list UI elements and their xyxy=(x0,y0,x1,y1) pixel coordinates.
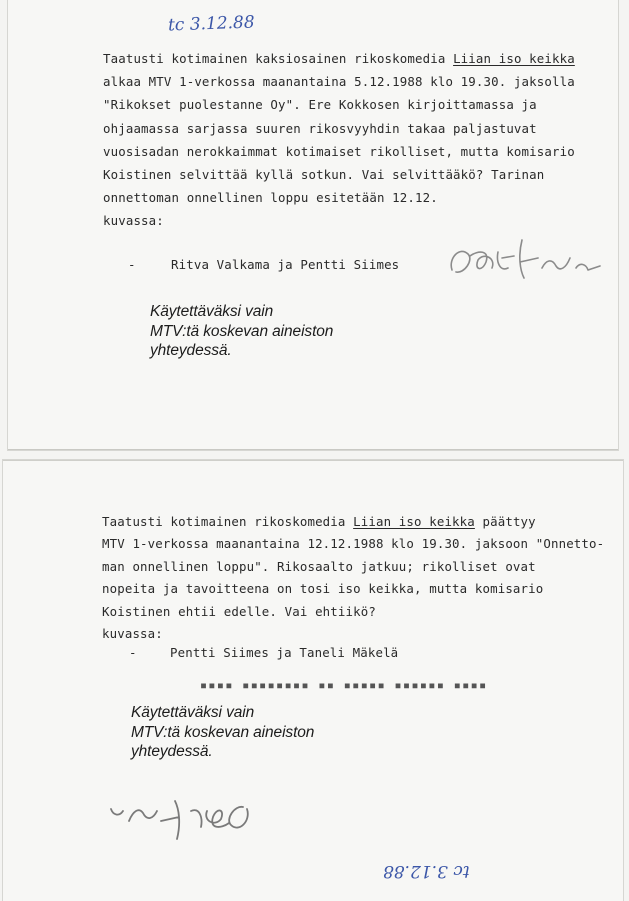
text-segment: Koistinen ehtii edelle. Vai ehtiikö? xyxy=(102,603,376,619)
text-segment: Taatusti kotimainen rikoskomedia xyxy=(102,514,354,529)
press-card-top xyxy=(8,0,618,450)
signature-top xyxy=(438,228,608,288)
text-segment: Koistinen selvittää kyllä sotkun. Vai selvittääkö? Tarinan xyxy=(103,167,545,182)
underlined-title: Liian iso keikka xyxy=(453,51,575,66)
text-line xyxy=(102,578,543,600)
text-segment: nopeita ja tavoitteena on tosi iso keikka, mutta komisario xyxy=(102,581,544,597)
handwritten-date-bottom-upside-down xyxy=(383,861,470,881)
text-line xyxy=(102,533,604,555)
stamp-line: Käytettäväksi vain xyxy=(150,303,274,320)
stamp-line: yhteydessä. xyxy=(131,743,213,760)
text-line xyxy=(103,48,575,70)
stamp-line: Käytettäväksi vain xyxy=(131,704,255,721)
text-line xyxy=(102,601,376,623)
text-line xyxy=(103,118,537,140)
text-line xyxy=(102,556,536,578)
caption-dash-top: - xyxy=(128,257,136,272)
stamp-line: MTV:tä koskevan aineiston xyxy=(131,723,315,741)
stamp-line: yhteydessä. xyxy=(150,342,232,359)
text-segment: ohjaamassa sarjassa suuren rikosvyyhdin takaa paljastuvat xyxy=(103,120,537,136)
text-line xyxy=(103,187,438,209)
stamp-line: MTV:tä koskevan aineiston xyxy=(150,322,334,340)
text-line xyxy=(103,94,537,116)
text-line xyxy=(103,164,544,186)
underlined-title: Liian iso keikka xyxy=(353,514,475,529)
text-segment: MTV 1-verkossa maanantaina 12.12.1988 klo 19.30. jaksoon "Onnetto- xyxy=(102,536,605,552)
text-line xyxy=(103,141,575,163)
signature-bottom-upside-down xyxy=(91,791,261,851)
text-segment: "Rikokset puolestanne Oy". Ere Kokkosen kirjoittamassa ja xyxy=(103,97,537,113)
handwritten-date-bottom-text: tc 3.12.88 xyxy=(383,861,470,881)
handwritten-date-top: tc 3.12.88 xyxy=(167,12,255,36)
cut-off-caption-line: ▪▪▪▪ ▪▪▪▪▪▪▪▪ ▪▪ ▪▪▪▪▪ ▪▪▪▪▪▪ ▪▪▪▪ xyxy=(199,677,488,692)
text-segment: alkaa MTV 1-verkossa maanantaina 5.12.1988 klo 19.30. jaksolla xyxy=(103,74,575,90)
photo-caption-bottom: Pentti Siimes ja Taneli Mäkelä xyxy=(170,645,399,660)
text-line xyxy=(103,71,575,93)
photo-caption-top: Ritva Valkama ja Pentti Siimes xyxy=(171,257,400,272)
text-segment: kuvassa: xyxy=(102,626,163,641)
text-segment: vuosisadan nerokkaimmat kotimaiset rikolliset, mutta komisario xyxy=(103,143,575,159)
press-card-bottom xyxy=(3,460,623,901)
text-segment: Taatusti kotimainen kaksiosainen rikoskomedia xyxy=(103,51,454,66)
caption-dash-bottom: - xyxy=(129,645,137,660)
text-line xyxy=(102,511,536,533)
text-segment: päättyy xyxy=(474,514,536,529)
text-segment: kuvassa: xyxy=(103,213,164,229)
text-line xyxy=(103,210,164,232)
text-segment: onnettoman onnellinen loppu esitetään 12.12. xyxy=(103,190,438,206)
text-segment: man onnellinen loppu". Rikosaalto jatkuu; rikolliset ovat xyxy=(102,558,536,574)
usage-stamp-top xyxy=(150,302,333,361)
usage-stamp-bottom xyxy=(131,703,314,762)
